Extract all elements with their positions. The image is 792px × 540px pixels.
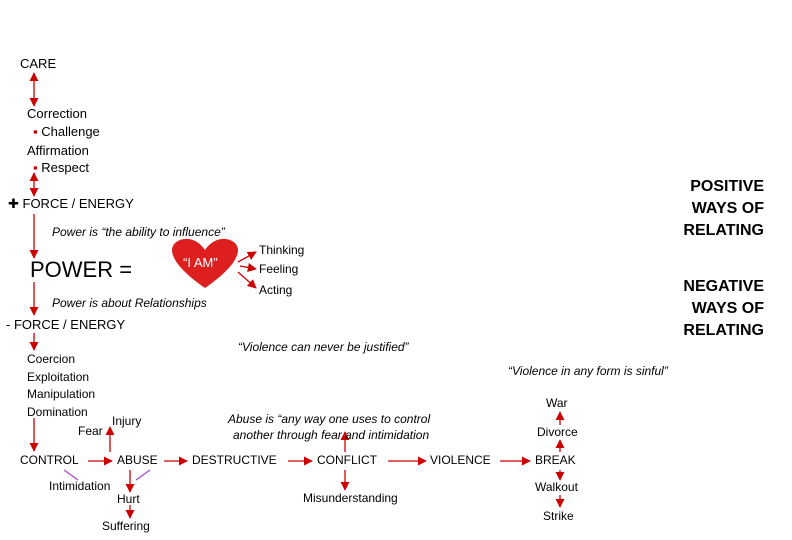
positive-relating: [683, 176, 764, 242]
negative-item: Manipulation: [27, 387, 96, 401]
violence-label: VIOLENCE: [430, 453, 491, 467]
respect-label: Respect: [41, 160, 89, 175]
negative-item: Coercion: [27, 352, 76, 366]
negative-item: Exploitation: [27, 369, 90, 384]
walkout-label: Walkout: [535, 480, 578, 494]
thinking-label: Thinking: [259, 243, 305, 257]
quote-sinful: “Violence in any form is sinful”: [508, 364, 668, 378]
conflict-label: CONFLICT: [317, 453, 377, 467]
abuse-quote-line2: another through fear and intimidation: [233, 428, 430, 442]
misunderstanding-label: Misunderstanding: [303, 491, 398, 505]
care-label: CARE: [20, 56, 57, 71]
abuse-label: ABUSE: [117, 453, 158, 467]
negative-line: WAYS OF: [691, 300, 764, 317]
negative-relating: [683, 276, 764, 342]
respect-item: [33, 161, 89, 174]
suffering-label: Suffering: [102, 519, 150, 533]
minus-force-label: - FORCE / ENERGY: [6, 317, 126, 332]
feeling-arrow: [240, 266, 256, 269]
divorce-label: Divorce: [537, 425, 578, 439]
strike-label: Strike: [543, 509, 574, 523]
acting-label: Acting: [259, 283, 293, 297]
acting-arrow: [238, 272, 256, 288]
thinking-arrow: [238, 252, 256, 262]
positive-line: POSITIVE: [690, 178, 764, 195]
negative-line: RELATING: [683, 322, 764, 339]
destructive-label: DESTRUCTIVE: [192, 453, 277, 467]
intimidation-label: Intimidation: [49, 479, 111, 493]
affirmation-label: Affirmation: [27, 143, 89, 158]
bullet-icon: ▪: [33, 124, 38, 139]
correction-label: Correction: [27, 106, 87, 121]
positive-line: RELATING: [683, 222, 764, 239]
hurt-label: Hurt: [117, 492, 140, 506]
plus-force-label: ✚ FORCE / ENERGY: [8, 196, 134, 211]
bullet-icon: ▪: [33, 160, 38, 175]
quote-justified: “Violence can never be justified”: [238, 340, 409, 354]
negative-item: Domination: [27, 404, 88, 419]
challenge-label: Challenge: [41, 124, 100, 139]
challenge-item: [33, 125, 100, 138]
war-label: War: [546, 396, 568, 410]
power-label: POWER =: [30, 257, 133, 282]
heart-text: “I AM”: [183, 255, 218, 270]
feeling-label: Feeling: [259, 262, 299, 276]
break-label: BREAK: [535, 453, 576, 467]
control-label: CONTROL: [20, 453, 79, 467]
abuse-quote-line1: Abuse is “any way one uses to control: [228, 412, 431, 426]
injury-label: Injury: [112, 414, 142, 428]
negative-list: [27, 351, 95, 421]
power-definition: Power is “the ability to influence”: [52, 225, 225, 239]
power-relationships: Power is about Relationships: [52, 296, 207, 310]
fear-label: Fear: [78, 424, 103, 438]
negative-line: NEGATIVE: [683, 278, 764, 295]
positive-line: WAYS OF: [691, 200, 764, 217]
